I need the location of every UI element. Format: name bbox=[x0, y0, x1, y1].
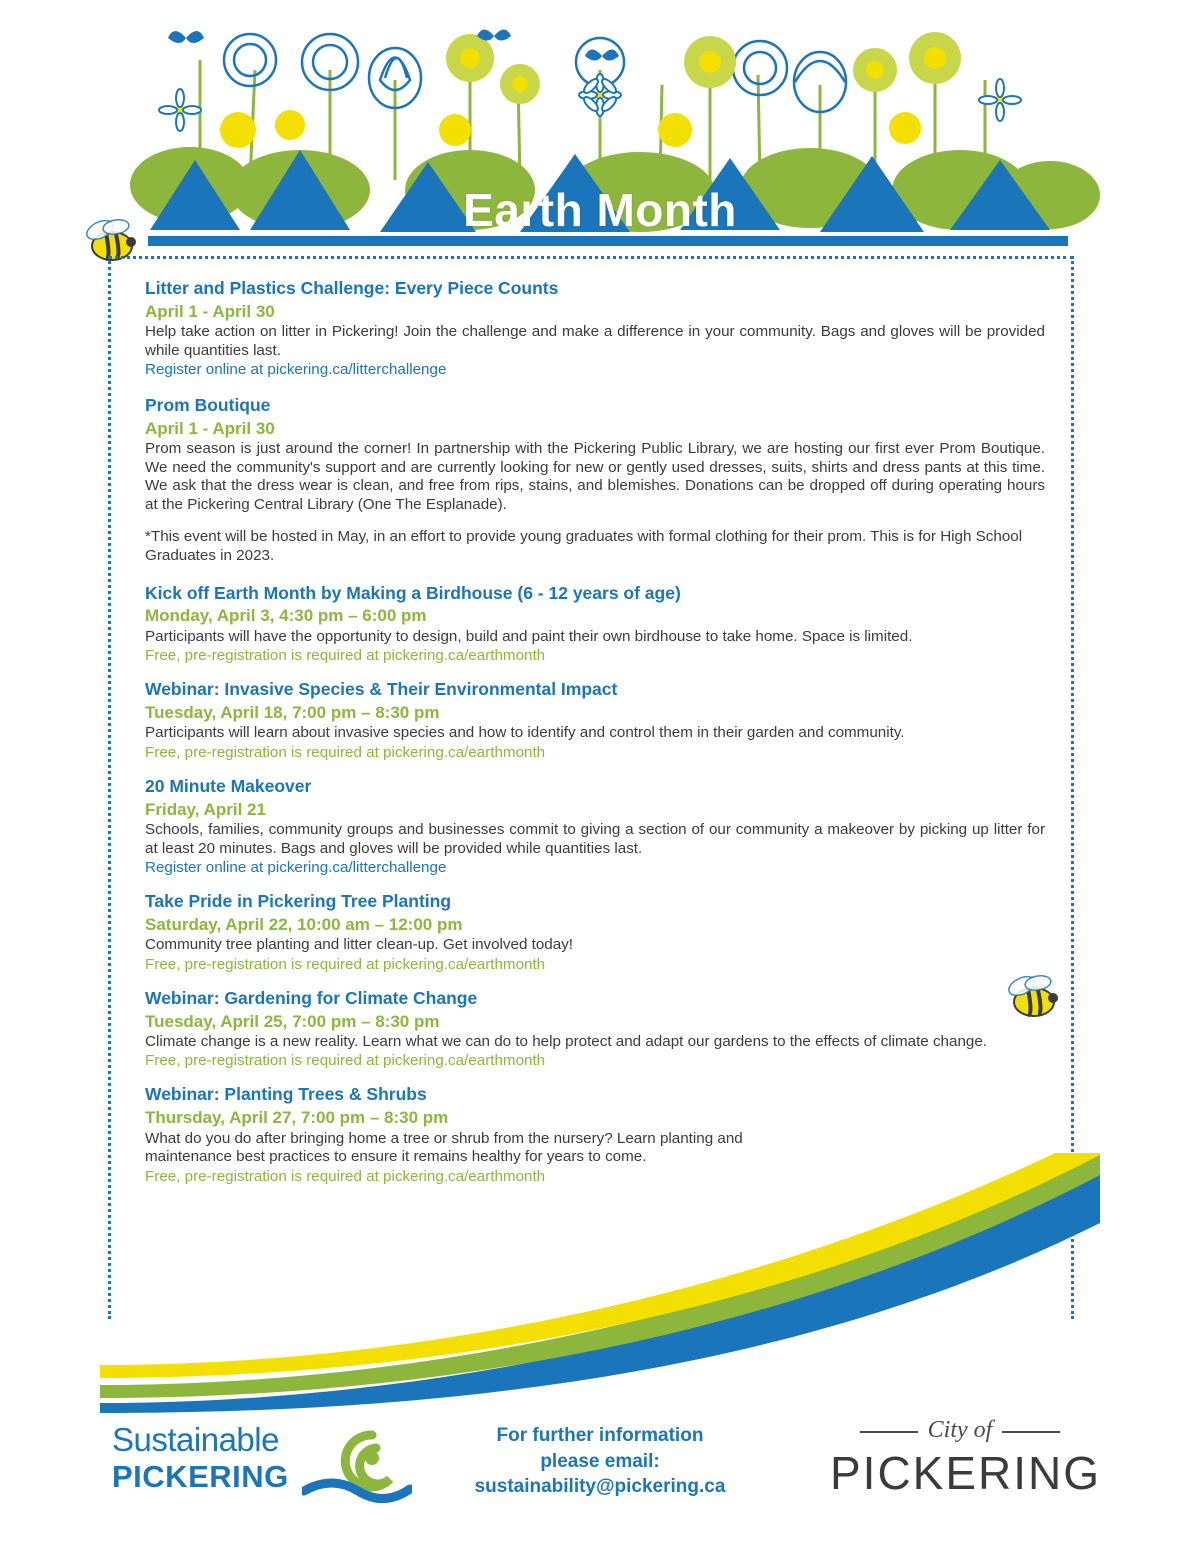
swirl-icon bbox=[302, 1427, 412, 1509]
event-title: Prom Boutique bbox=[145, 395, 271, 416]
contact-email[interactable]: sustainability@pickering.ca bbox=[474, 1476, 726, 1498]
events-list bbox=[145, 278, 1045, 1200]
pickering-text: PICKERING bbox=[112, 1459, 289, 1494]
event-registration[interactable]: Free, pre-registration is required at pickering.ca/earthmonth bbox=[145, 955, 546, 973]
event-item bbox=[145, 583, 1045, 666]
footer bbox=[0, 1403, 1200, 1533]
event-date: Monday, April 3, 4:30 pm – 6:00 pm bbox=[145, 606, 427, 626]
header-banner bbox=[0, 0, 1200, 250]
contact-line-1: For further information bbox=[496, 1425, 704, 1446]
event-description: Climate change is a new reality. Learn what we can do to help protect and adapt our gardens to the effects of climate change. bbox=[145, 1032, 988, 1050]
event-date: Saturday, April 22, 10:00 am – 12:00 pm bbox=[145, 914, 463, 934]
city-name-text: PICKERING bbox=[830, 1447, 1102, 1499]
title-underline bbox=[148, 236, 1068, 246]
event-title: Webinar: Gardening for Climate Change bbox=[145, 987, 478, 1008]
contact-info bbox=[400, 1423, 800, 1500]
event-registration[interactable]: Free, pre-registration is required at pickering.ca/earthmonth bbox=[145, 1052, 546, 1070]
event-registration[interactable]: Register online at pickering.ca/litterchallenge bbox=[145, 859, 447, 877]
event-item bbox=[145, 776, 1045, 877]
event-date: April 1 - April 30 bbox=[145, 301, 275, 321]
event-item bbox=[145, 278, 1045, 379]
sustainable-text: Sustainable bbox=[112, 1421, 279, 1458]
decorative-swoosh bbox=[0, 1153, 1200, 1413]
event-registration[interactable]: Register online at pickering.ca/litterchallenge bbox=[145, 361, 447, 379]
event-description: Help take action on litter in Pickering! Join the challenge and make a difference in your community. Bags and gloves will be provided while quantities last. bbox=[145, 323, 1045, 359]
event-title: Kick off Earth Month by Making a Birdhouse (6 - 12 years of age) bbox=[145, 582, 681, 603]
sustainable-pickering-logo bbox=[112, 1421, 412, 1511]
event-description: Schools, families, community groups and businesses commit to giving a section of our community a makeover by picking up litter for at least 20 minutes. Bags and gloves will be provided while quantities last. bbox=[145, 821, 1045, 857]
event-registration[interactable]: Free, pre-registration is required at pickering.ca/earthmonth bbox=[145, 647, 546, 665]
event-date: Friday, April 21 bbox=[145, 799, 266, 819]
event-title: Take Pride in Pickering Tree Planting bbox=[145, 891, 452, 912]
event-registration[interactable]: Free, pre-registration is required at pickering.ca/earthmonth bbox=[145, 743, 546, 761]
event-date: Tuesday, April 18, 7:00 pm – 8:30 pm bbox=[145, 703, 440, 723]
page-title: Earth Month bbox=[463, 184, 737, 236]
event-date: April 1 - April 30 bbox=[145, 419, 275, 439]
event-description: What do you do after bringing home a tree or shrub from the nursery? Learn planting and maintenance best practices to ensure it remains healthy for years to come. bbox=[145, 1129, 743, 1166]
event-item bbox=[145, 891, 1045, 974]
event-title: 20 Minute Makeover bbox=[145, 775, 312, 796]
event-note: *This event will be hosted in May, in an effort to provide young graduates with formal clothing for their prom. This is for High School Graduates in 2023. bbox=[145, 527, 1023, 564]
event-registration[interactable]: Free, pre-registration is required at pickering.ca/earthmonth bbox=[145, 1167, 546, 1185]
event-title: Litter and Plastics Challenge: Every Piece Counts bbox=[145, 278, 559, 298]
event-item bbox=[145, 679, 1045, 762]
event-date: Thursday, April 27, 7:00 pm – 8:30 pm bbox=[145, 1108, 449, 1128]
event-description: Community tree planting and litter clean-up. Get involved today! bbox=[145, 936, 574, 954]
event-item bbox=[145, 395, 1045, 564]
event-description: Prom season is just around the corner! In partnership with the Pickering Public Library, we are hosting our first ever Prom Boutique. We need the community's support and are currently looking for new or gently used dresses, suits, shirts and dress pants at this time. We ask that the dress wear is clean, and free from rips, stains, and blemishes. Donations can be dropped off during operating hours at the Pickering Central Library (One The Esplanade). bbox=[145, 440, 1045, 513]
event-description: Participants will learn about invasive species and how to identify and control them in their garden and community. bbox=[145, 724, 905, 742]
event-date: Tuesday, April 25, 7:00 pm – 8:30 pm bbox=[145, 1011, 440, 1031]
event-item bbox=[145, 988, 1045, 1071]
contact-line-2: please email: bbox=[540, 1450, 660, 1472]
city-of-pickering-logo bbox=[830, 1417, 1102, 1500]
city-of-text: City of bbox=[918, 1417, 1003, 1444]
event-title: Webinar: Invasive Species & Their Environmental Impact bbox=[145, 679, 618, 700]
event-title: Webinar: Planting Trees & Shrubs bbox=[145, 1084, 427, 1105]
event-description: Participants will have the opportunity to design, build and paint their own birdhouse to take home. Space is limited. bbox=[145, 627, 913, 645]
